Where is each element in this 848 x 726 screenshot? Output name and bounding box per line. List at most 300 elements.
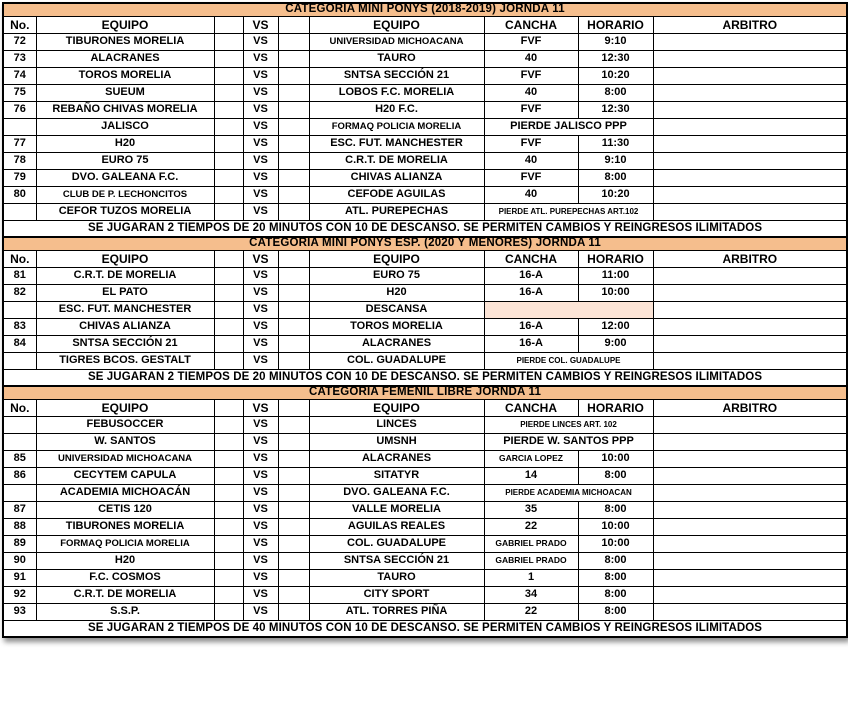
vs-cell: VS [243, 450, 278, 467]
away-team-cell: LINCES [309, 416, 484, 433]
referee-cell [653, 301, 847, 318]
home-team-cell: TIBURONES MORELIA [36, 33, 214, 50]
spacer-cell [278, 535, 309, 552]
away-team-cell: TOROS MORELIA [309, 318, 484, 335]
field-cell: GARCIA LOPEZ [484, 450, 578, 467]
field-cell: 40 [484, 50, 578, 67]
category-table [2, 236, 848, 387]
col-header-arbitro: ARBITRO [653, 250, 847, 267]
category-table [2, 2, 848, 238]
home-team-cell: TOROS MORELIA [36, 67, 214, 84]
referee-cell [653, 33, 847, 50]
match-row [3, 552, 847, 569]
away-team-cell: CHIVAS ALIANZA [309, 169, 484, 186]
vs-cell: VS [243, 101, 278, 118]
row-number-cell: 84 [3, 335, 36, 352]
spacer-cell [214, 501, 243, 518]
footer-note: SE JUGARAN 2 TIEMPOS DE 20 MINUTOS CON 10 DE DESCANSO. SE PERMITEN CAMBIOS Y REINGRESOS ILIMITADOS [3, 220, 847, 237]
vs-cell: VS [243, 467, 278, 484]
vs-cell: VS [243, 186, 278, 203]
referee-cell [653, 169, 847, 186]
spacer-cell [278, 569, 309, 586]
match-row [3, 169, 847, 186]
spacer-cell [214, 16, 243, 33]
away-team-cell: ESC. FUT. MANCHESTER [309, 135, 484, 152]
home-team-cell: CECYTEM CAPULA [36, 467, 214, 484]
referee-cell [653, 118, 847, 135]
spacer-cell [278, 33, 309, 50]
time-cell: 10:00 [578, 535, 653, 552]
away-team-cell: ATL. TORRES PIÑA [309, 603, 484, 620]
away-team-cell: H20 F.C. [309, 101, 484, 118]
match-row [3, 484, 847, 501]
field-cell: 22 [484, 518, 578, 535]
field-cell: 16-A [484, 335, 578, 352]
referee-cell [653, 603, 847, 620]
row-number-cell: 76 [3, 101, 36, 118]
match-row [3, 450, 847, 467]
col-header-horario: HORARIO [578, 250, 653, 267]
note-cell: PIERDE ACADEMIA MICHOACAN [484, 484, 653, 501]
referee-cell [653, 101, 847, 118]
field-cell: 35 [484, 501, 578, 518]
vs-cell: VS [243, 203, 278, 220]
away-team-cell: COL. GUADALUPE [309, 535, 484, 552]
time-cell: 10:20 [578, 67, 653, 84]
referee-cell [653, 267, 847, 284]
field-cell: 14 [484, 467, 578, 484]
row-number-cell: 80 [3, 186, 36, 203]
away-team-cell: EURO 75 [309, 267, 484, 284]
row-number-cell [3, 118, 36, 135]
match-row [3, 118, 847, 135]
spacer-cell [214, 186, 243, 203]
match-row [3, 433, 847, 450]
vs-cell: VS [243, 501, 278, 518]
spacer-cell [278, 399, 309, 416]
time-cell: 8:00 [578, 603, 653, 620]
spacer-cell [278, 552, 309, 569]
col-header-vs: VS [243, 250, 278, 267]
row-number-cell: 90 [3, 552, 36, 569]
vs-cell: VS [243, 50, 278, 67]
referee-cell [653, 203, 847, 220]
away-team-cell: COL. GUADALUPE [309, 352, 484, 369]
col-header-equipo-home: EQUIPO [36, 399, 214, 416]
match-row [3, 135, 847, 152]
away-team-cell: ATL. PUREPECHAS [309, 203, 484, 220]
match-row [3, 586, 847, 603]
referee-cell [653, 84, 847, 101]
field-cell: 40 [484, 186, 578, 203]
spacer-cell [214, 399, 243, 416]
spacer-cell [214, 118, 243, 135]
home-team-cell: C.R.T. DE MORELIA [36, 586, 214, 603]
home-team-cell: H20 [36, 135, 214, 152]
spacer-cell [214, 267, 243, 284]
field-cell: 22 [484, 603, 578, 620]
time-cell: 12:00 [578, 318, 653, 335]
away-team-cell: LOBOS F.C. MORELIA [309, 84, 484, 101]
home-team-cell: CLUB DE P. LECHONCITOS [36, 186, 214, 203]
home-team-cell: W. SANTOS [36, 433, 214, 450]
home-team-cell: TIBURONES MORELIA [36, 518, 214, 535]
away-team-cell: SNTSA SECCIÓN 21 [309, 552, 484, 569]
vs-cell: VS [243, 416, 278, 433]
field-cell: FVF [484, 169, 578, 186]
spacer-cell [278, 101, 309, 118]
vs-cell: VS [243, 169, 278, 186]
row-number-cell: 87 [3, 501, 36, 518]
title-row [3, 3, 847, 16]
referee-cell [653, 552, 847, 569]
match-row [3, 284, 847, 301]
col-header-equipo-home: EQUIPO [36, 250, 214, 267]
spacer-cell [214, 416, 243, 433]
away-team-cell: SNTSA SECCIÓN 21 [309, 67, 484, 84]
match-row [3, 101, 847, 118]
time-cell: 8:00 [578, 169, 653, 186]
match-row [3, 152, 847, 169]
time-cell: 12:30 [578, 50, 653, 67]
match-row [3, 67, 847, 84]
match-row [3, 84, 847, 101]
referee-cell [653, 135, 847, 152]
match-row [3, 501, 847, 518]
time-cell: 12:30 [578, 101, 653, 118]
col-header-equipo-home: EQUIPO [36, 16, 214, 33]
footer-row [3, 369, 847, 386]
vs-cell: VS [243, 152, 278, 169]
section-title: CATEGORIA MINI PONYS (2018-2019) JORNDA 11 [3, 3, 847, 16]
time-cell: 9:10 [578, 33, 653, 50]
spacer-cell [214, 203, 243, 220]
away-team-cell: VALLE MORELIA [309, 501, 484, 518]
vs-cell: VS [243, 284, 278, 301]
row-number-cell [3, 484, 36, 501]
col-header-vs: VS [243, 16, 278, 33]
spacer-cell [278, 284, 309, 301]
footer-note: SE JUGARAN 2 TIEMPOS DE 40 MINUTOS CON 10 DE DESCANSO. SE PERMITEN CAMBIOS Y REINGRESOS ILIMITADOS [3, 620, 847, 637]
col-header-arbitro: ARBITRO [653, 16, 847, 33]
home-team-cell: SUEUM [36, 84, 214, 101]
field-cell: 16-A [484, 267, 578, 284]
home-team-cell: DVO. GALEANA F.C. [36, 169, 214, 186]
spacer-cell [278, 301, 309, 318]
time-cell: 10:00 [578, 284, 653, 301]
row-number-cell: 93 [3, 603, 36, 620]
time-cell: 8:00 [578, 84, 653, 101]
away-team-cell: C.R.T. DE MORELIA [309, 152, 484, 169]
spacer-cell [214, 301, 243, 318]
row-number-cell: 85 [3, 450, 36, 467]
spacer-cell [278, 586, 309, 603]
vs-cell: VS [243, 267, 278, 284]
spacer-cell [214, 284, 243, 301]
col-header-no: No. [3, 250, 36, 267]
time-cell: 8:00 [578, 569, 653, 586]
col-header-vs: VS [243, 399, 278, 416]
col-header-equipo-away: EQUIPO [309, 399, 484, 416]
spacer-cell [214, 586, 243, 603]
spacer-cell [278, 484, 309, 501]
row-number-cell: 78 [3, 152, 36, 169]
note-cell: PIERDE ATL. PUREPECHAS ART.102 [484, 203, 653, 220]
spacer-cell [278, 186, 309, 203]
vs-cell: VS [243, 535, 278, 552]
row-number-cell [3, 416, 36, 433]
referee-cell [653, 484, 847, 501]
match-row [3, 603, 847, 620]
referee-cell [653, 569, 847, 586]
home-team-cell: REBAÑO CHIVAS MORELIA [36, 101, 214, 118]
away-team-cell: UMSNH [309, 433, 484, 450]
spacer-cell [278, 169, 309, 186]
spacer-cell [278, 250, 309, 267]
field-cell: GABRIEL PRADO [484, 552, 578, 569]
home-team-cell: ALACRANES [36, 50, 214, 67]
away-team-cell: ALACRANES [309, 450, 484, 467]
col-header-equipo-away: EQUIPO [309, 16, 484, 33]
referee-cell [653, 535, 847, 552]
row-number-cell [3, 203, 36, 220]
spacer-cell [278, 318, 309, 335]
away-team-cell: ALACRANES [309, 335, 484, 352]
away-team-cell: FORMAQ POLICIA MORELIA [309, 118, 484, 135]
col-header-cancha: CANCHA [484, 16, 578, 33]
away-team-cell: TAURO [309, 50, 484, 67]
title-row [3, 386, 847, 399]
match-row [3, 335, 847, 352]
header-row [3, 250, 847, 267]
row-number-cell: 74 [3, 67, 36, 84]
row-number-cell: 86 [3, 467, 36, 484]
spacer-cell [214, 603, 243, 620]
col-header-arbitro: ARBITRO [653, 399, 847, 416]
match-row [3, 467, 847, 484]
match-row [3, 50, 847, 67]
header-row [3, 16, 847, 33]
match-row [3, 203, 847, 220]
spacer-cell [278, 501, 309, 518]
time-cell: 11:00 [578, 267, 653, 284]
note-cell: PIERDE W. SANTOS PPP [484, 433, 653, 450]
spacer-cell [278, 84, 309, 101]
footer-row [3, 220, 847, 237]
home-team-cell: F.C. COSMOS [36, 569, 214, 586]
vs-cell: VS [243, 552, 278, 569]
vs-cell: VS [243, 603, 278, 620]
time-cell: 9:10 [578, 152, 653, 169]
spacer-cell [278, 603, 309, 620]
referee-cell [653, 450, 847, 467]
referee-cell [653, 501, 847, 518]
vs-cell: VS [243, 135, 278, 152]
away-team-cell: SITATYR [309, 467, 484, 484]
spacer-cell [214, 433, 243, 450]
spacer-cell [214, 33, 243, 50]
vs-cell: VS [243, 518, 278, 535]
section-title: CATEGORIA FEMENIL LIBRE JORNDA 11 [3, 386, 847, 399]
home-team-cell: CETIS 120 [36, 501, 214, 518]
spacer-cell [214, 552, 243, 569]
match-row [3, 352, 847, 369]
spacer-cell [214, 250, 243, 267]
match-row [3, 416, 847, 433]
row-number-cell: 89 [3, 535, 36, 552]
away-team-cell: TAURO [309, 569, 484, 586]
field-cell: FVF [484, 135, 578, 152]
spacer-cell [278, 67, 309, 84]
spacer-cell [278, 16, 309, 33]
spacer-cell [278, 335, 309, 352]
spacer-cell [278, 352, 309, 369]
spacer-cell [214, 518, 243, 535]
spacer-cell [278, 416, 309, 433]
row-number-cell: 92 [3, 586, 36, 603]
referee-cell [653, 352, 847, 369]
vs-cell: VS [243, 586, 278, 603]
time-cell: 9:00 [578, 335, 653, 352]
referee-cell [653, 50, 847, 67]
vs-cell: VS [243, 301, 278, 318]
home-team-cell: FORMAQ POLICIA MORELIA [36, 535, 214, 552]
home-team-cell: CHIVAS ALIANZA [36, 318, 214, 335]
referee-cell [653, 416, 847, 433]
match-row [3, 33, 847, 50]
row-number-cell [3, 433, 36, 450]
vs-cell: VS [243, 67, 278, 84]
away-team-cell: H20 [309, 284, 484, 301]
match-row [3, 186, 847, 203]
referee-cell [653, 335, 847, 352]
match-row [3, 535, 847, 552]
row-number-cell: 79 [3, 169, 36, 186]
home-team-cell: JALISCO [36, 118, 214, 135]
row-number-cell: 73 [3, 50, 36, 67]
spacer-cell [214, 67, 243, 84]
home-team-cell: UNIVERSIDAD MICHOACANA [36, 450, 214, 467]
spacer-cell [278, 450, 309, 467]
note-cell: PIERDE JALISCO PPP [484, 118, 653, 135]
referee-cell [653, 186, 847, 203]
row-number-cell: 81 [3, 267, 36, 284]
spacer-cell [214, 318, 243, 335]
field-cell: 40 [484, 84, 578, 101]
schedule-document [2, 2, 848, 638]
spacer-cell [278, 118, 309, 135]
vs-cell: VS [243, 84, 278, 101]
home-team-cell: FEBUSOCCER [36, 416, 214, 433]
vs-cell: VS [243, 118, 278, 135]
referee-cell [653, 433, 847, 450]
row-number-cell: 75 [3, 84, 36, 101]
spacer-cell [278, 467, 309, 484]
home-team-cell: S.S.P. [36, 603, 214, 620]
note-cell: PIERDE LINCES ART. 102 [484, 416, 653, 433]
match-row [3, 569, 847, 586]
home-team-cell: H20 [36, 552, 214, 569]
match-row [3, 518, 847, 535]
col-header-equipo-away: EQUIPO [309, 250, 484, 267]
row-number-cell: 82 [3, 284, 36, 301]
referee-cell [653, 518, 847, 535]
row-number-cell: 91 [3, 569, 36, 586]
match-row [3, 267, 847, 284]
spacer-cell [278, 267, 309, 284]
row-number-cell [3, 352, 36, 369]
spacer-cell [214, 467, 243, 484]
field-cell: FVF [484, 101, 578, 118]
footer-row [3, 620, 847, 637]
away-team-cell: AGUILAS REALES [309, 518, 484, 535]
home-team-cell: EURO 75 [36, 152, 214, 169]
spacer-cell [214, 135, 243, 152]
row-number-cell: 88 [3, 518, 36, 535]
time-cell: 8:00 [578, 552, 653, 569]
spacer-cell [214, 335, 243, 352]
home-team-cell: ACADEMIA MICHOACÁN [36, 484, 214, 501]
col-header-horario: HORARIO [578, 16, 653, 33]
row-number-cell: 83 [3, 318, 36, 335]
field-cell: 16-A [484, 318, 578, 335]
home-team-cell: CEFOR TUZOS MORELIA [36, 203, 214, 220]
time-cell: 11:30 [578, 135, 653, 152]
col-header-no: No. [3, 399, 36, 416]
category-table [2, 385, 848, 638]
field-cell: 1 [484, 569, 578, 586]
home-team-cell: C.R.T. DE MORELIA [36, 267, 214, 284]
time-cell: 10:20 [578, 186, 653, 203]
vs-cell: VS [243, 484, 278, 501]
spacer-cell [214, 152, 243, 169]
header-row [3, 399, 847, 416]
time-cell: 8:00 [578, 586, 653, 603]
row-number-cell: 77 [3, 135, 36, 152]
spacer-cell [214, 569, 243, 586]
spacer-cell [278, 518, 309, 535]
note-cell: PIERDE COL. GUADALUPE [484, 352, 653, 369]
row-number-cell [3, 301, 36, 318]
field-cell: FVF [484, 67, 578, 84]
field-cell: 16-A [484, 284, 578, 301]
time-cell: 8:00 [578, 467, 653, 484]
vs-cell: VS [243, 33, 278, 50]
col-header-cancha: CANCHA [484, 250, 578, 267]
vs-cell: VS [243, 352, 278, 369]
section-title: CATEGORIA MINI PONYS ESP. (2020 Y MENORES) JORNDA 11 [3, 237, 847, 250]
col-header-cancha: CANCHA [484, 399, 578, 416]
referee-cell [653, 318, 847, 335]
away-team-cell: DESCANSA [309, 301, 484, 318]
vs-cell: VS [243, 433, 278, 450]
time-cell: 8:00 [578, 501, 653, 518]
home-team-cell: TIGRES BCOS. GESTALT [36, 352, 214, 369]
referee-cell [653, 67, 847, 84]
spacer-cell [214, 352, 243, 369]
spacer-cell [214, 484, 243, 501]
home-team-cell: ESC. FUT. MANCHESTER [36, 301, 214, 318]
away-team-cell: CEFODE AGUILAS [309, 186, 484, 203]
referee-cell [653, 152, 847, 169]
field-cell: FVF [484, 33, 578, 50]
spacer-cell [278, 203, 309, 220]
match-row [3, 318, 847, 335]
spacer-cell [278, 50, 309, 67]
field-cell: 34 [484, 586, 578, 603]
spacer-cell [278, 433, 309, 450]
col-header-horario: HORARIO [578, 399, 653, 416]
